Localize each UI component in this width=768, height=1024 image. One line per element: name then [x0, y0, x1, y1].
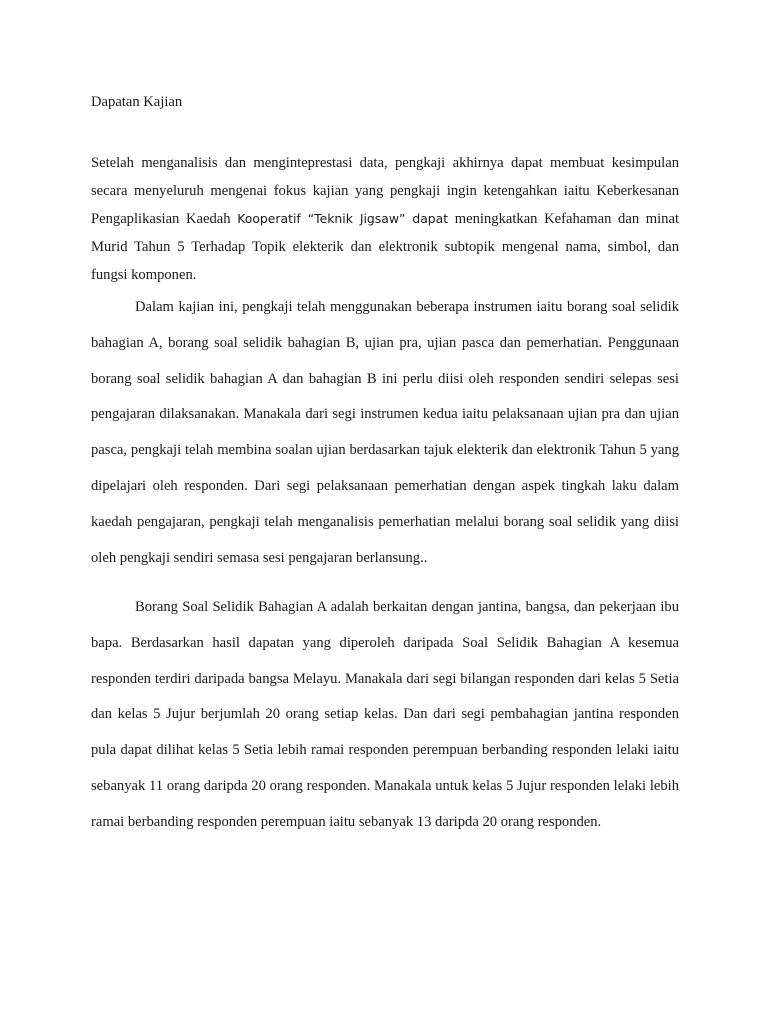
paragraph-conclusion — [91, 149, 679, 289]
paragraph-conclusion-text-end: meningkatkan Kefahaman dan minat Murid Tahun 5 Terhadap Topik elekterik dan elektronik subtopik mengenal nama, simbol, dan fungsi komponen. — [91, 211, 680, 283]
section-heading: Dapatan Kajian — [91, 94, 183, 110]
paragraph-instruments: Dalam kajian ini, pengkaji telah menggunakan beberapa instrumen iaitu borang soal selidik bahagian A, borang soal selidik bahagian B, ujian pra, ujian pasca dan pemerhatian. Penggunaan borang soal selidik bahagian A dan bahagian B ini perlu diisi oleh responden sendiri selepas sesi pengajaran dilaksanakan. Manakala dari segi instrumen kedua iaitu pelaksanaan ujian pra dan ujian pasca, pengkaji telah membina soalan ujian berdasarkan tajuk elekterik dan elektronik Tahun 5 yang dipelajari oleh responden. Dari segi pelaksanaan pemerhatian dengan aspek tingkah laku dalam kaedah pengajaran, pengkaji telah menganalisis pemerhatian melalui borang soal selidik yang diisi oleh pengkaji sendiri semasa sesi pengajaran berlansung.. — [91, 299, 679, 566]
method-name-highlight: Kooperatif “Teknik Jigsaw” dapat — [237, 211, 449, 226]
paragraph-conclusion-text-start: Setelah menganalisis dan menginteprestasi data, pengkaji akhirnya dapat membuat kesimpulan secara menyeluruh mengenai fokus kajian yang pengkaji ingin ketengahkan iaitu Keberkesanan Pengaplikasian Kaedah — [91, 155, 679, 227]
paragraph-questionnaire-a: Borang Soal Selidik Bahagian A adalah berkaitan dengan jantina, bangsa, dan pekerjaan ibu bapa. Berdasarkan hasil dapatan yang diperoleh daripada Soal Selidik Bahagian A kesemua responden terdiri daripada bangsa Melayu. Manakala dari segi bilangan responden dari kelas 5 Setia dan kelas 5 Jujur berjumlah 20 orang setiap kelas. Dan dari segi pembahagian jantina responden pula dapat dilihat kelas 5 Setia lebih ramai responden perempuan berbanding responden lelaki iaitu sebanyak 11 orang daripda 20 orang responden. Manakala untuk kelas 5 Jujur responden lelaki lebih ramai berbanding responden perempuan iaitu sebanyak 13 daripda 20 orang responden. — [91, 599, 679, 830]
